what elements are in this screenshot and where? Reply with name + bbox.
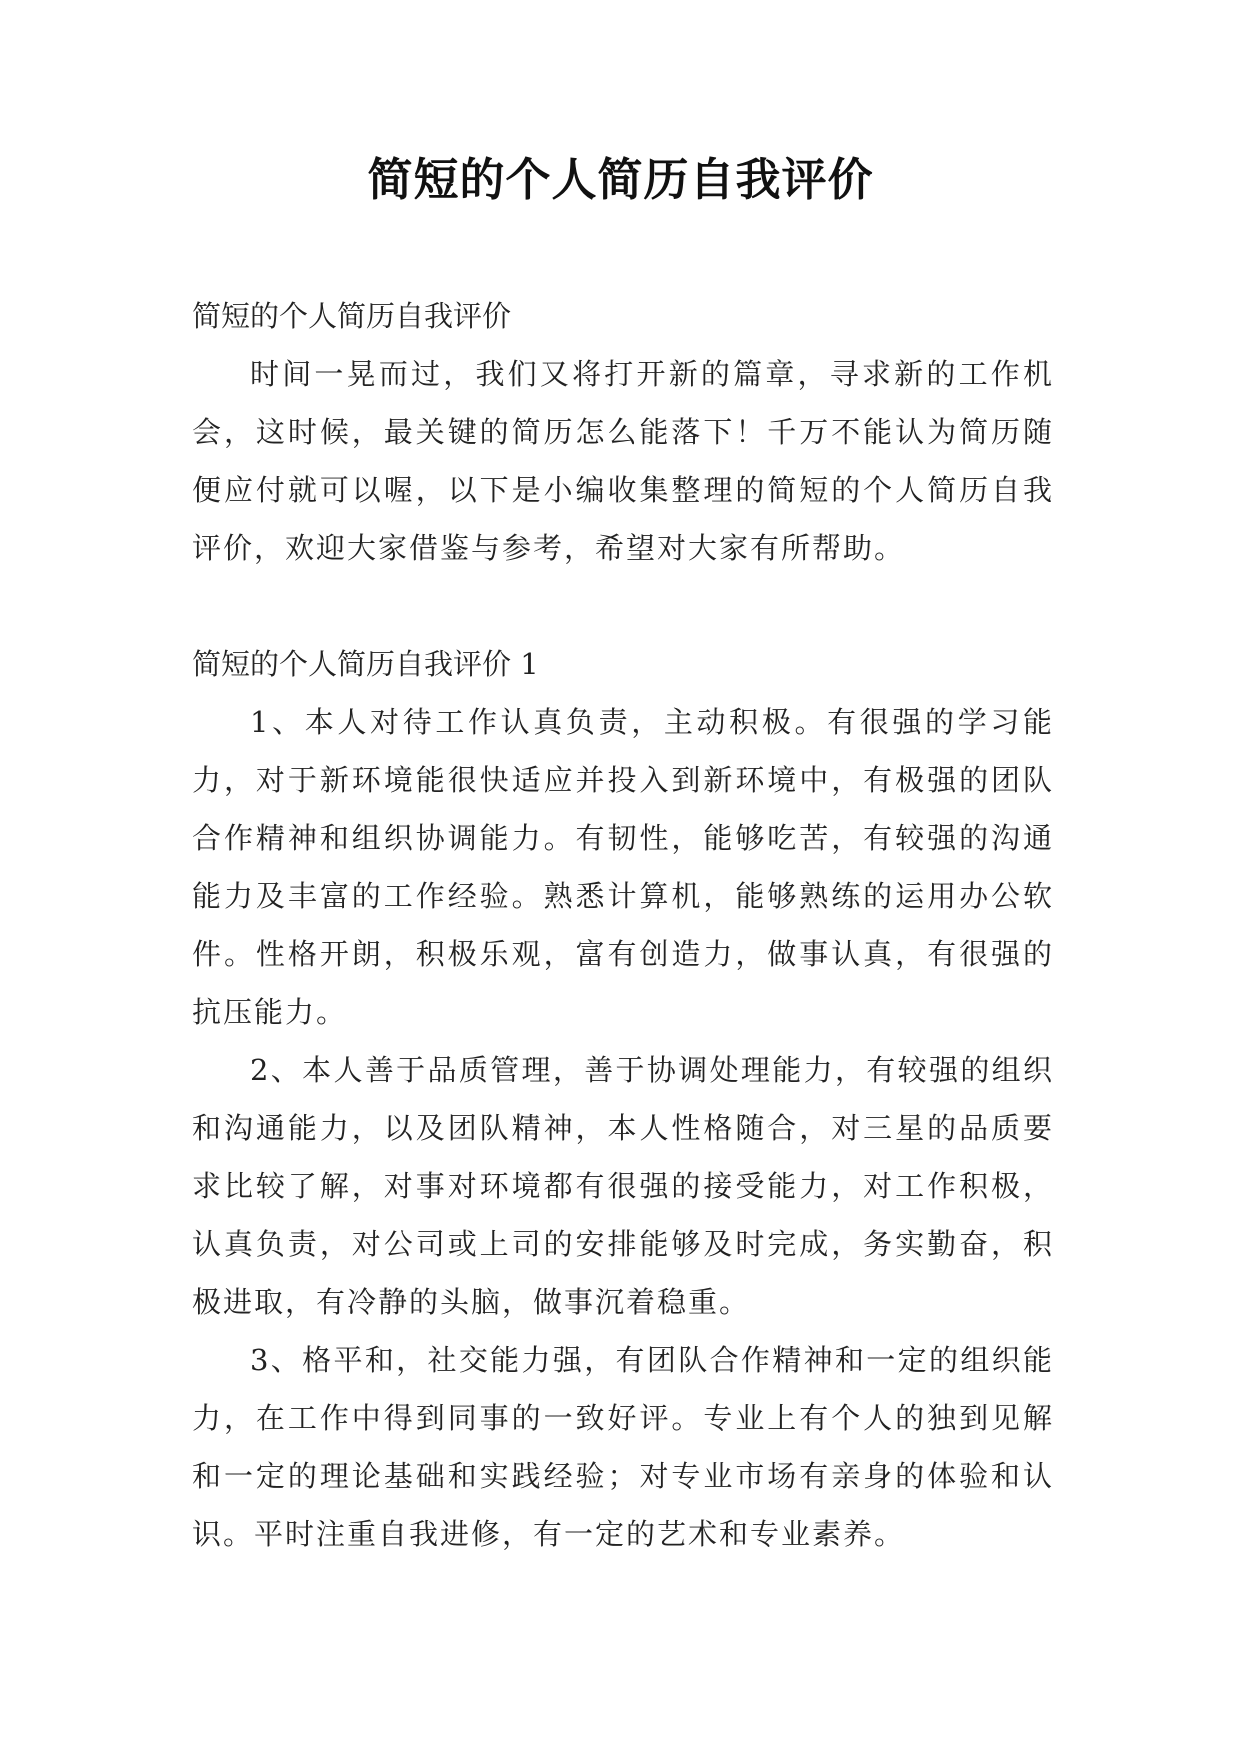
document-body xyxy=(192,287,1054,1563)
intro-heading: 简短的个人简历自我评价 xyxy=(192,299,512,333)
evaluation-item-1: 1、本人对待工作认真负责，主动积极。有很强的学习能力，对于新环境能很快适应并投入到新环境中，有极强的团队合作精神和组织协调能力。有韧性，能够吃苦，有较强的沟通能力及丰富的工作经验。熟悉计算机，能够熟练的运用办公软件。性格开朗，积极乐观，富有创造力，做事认真，有很强的抗压能力。 xyxy=(192,705,1054,1029)
evaluation-item-2: 2、本人善于品质管理，善于协调处理能力，有较强的组织和沟通能力，以及团队精神，本人性格随合，对三星的品质要求比较了解，对事对环境都有很强的接受能力，对工作积极，认真负责，对公司或上司的安排能够及时完成，务实勤奋，积极进取，有冷静的头脑，做事沉着稳重。 xyxy=(192,1053,1054,1319)
section-heading: 简短的个人简历自我评价 1 xyxy=(192,647,539,681)
intro-paragraph: 时间一晃而过，我们又将打开新的篇章，寻求新的工作机会，这时候，最关键的简历怎么能落下！千万不能认为简历随便应付就可以喔，以下是小编收集整理的简短的个人简历自我评价，欢迎大家借鉴与参考，希望对大家有所帮助。 xyxy=(192,357,1054,565)
document-title: 简短的个人简历自我评价 xyxy=(367,153,874,206)
evaluation-item-3: 3、格平和，社交能力强，有团队合作精神和一定的组织能力，在工作中得到同事的一致好评。专业上有个人的独到见解和一定的理论基础和实践经验；对专业市场有亲身的体验和认识。平时注重自我进修，有一定的艺术和专业素养。 xyxy=(192,1343,1054,1551)
section-spacer xyxy=(192,577,1054,635)
